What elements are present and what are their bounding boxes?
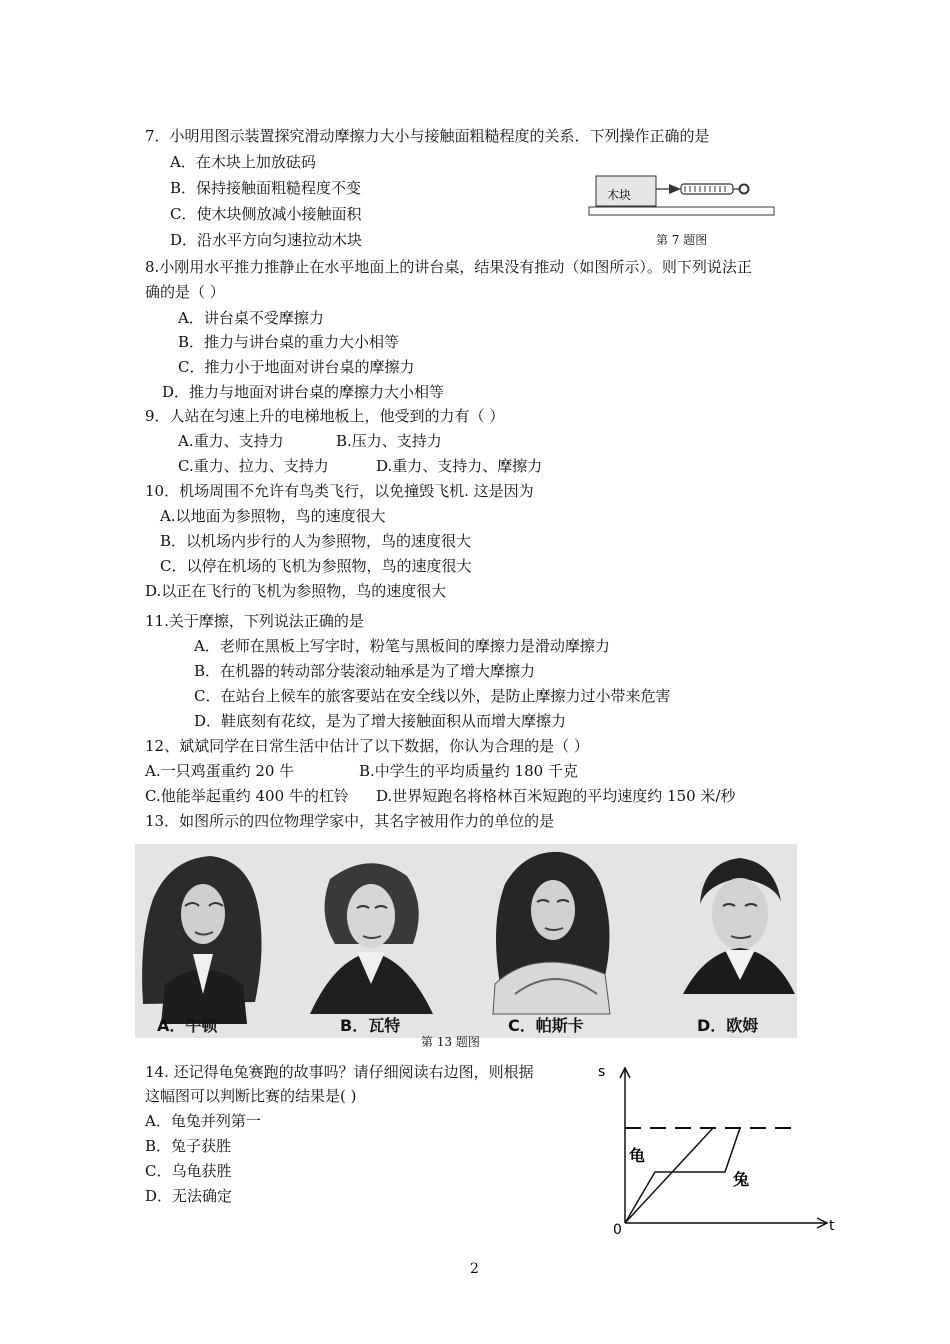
q12-option-a: A.一只鸡蛋重约 20 牛 bbox=[145, 762, 295, 780]
q10-option-b: B．以机场内步行的人为参照物，鸟的速度很大 bbox=[160, 532, 472, 550]
q7-option-a: A．在木块上加放砝码 bbox=[170, 153, 316, 171]
wood-block-label: 木块 bbox=[607, 188, 632, 202]
q12-option-c: C.他能举起重约 400 牛的杠铃 bbox=[145, 787, 349, 805]
q10-option-c: C．以停在机场的飞机为参照物，鸟的速度很大 bbox=[160, 557, 472, 575]
q8-option-d: D．推力与地面对讲台桌的摩擦力大小相等 bbox=[162, 383, 445, 401]
q10-option-d: D.以正在飞行的飞机为参照物，鸟的速度很大 bbox=[145, 582, 447, 600]
q9-option-a: A.重力、支持力 bbox=[178, 432, 284, 450]
q7-apparatus-figure bbox=[585, 168, 780, 220]
q14-option-b: B．兔子获胜 bbox=[145, 1137, 232, 1155]
page-number: 2 bbox=[470, 1261, 479, 1277]
q9-option-d: D.重力、支持力、摩擦力 bbox=[376, 457, 543, 475]
rabbit-line bbox=[625, 1128, 740, 1223]
tortoise-label: 龟 bbox=[629, 1146, 646, 1165]
q14-option-a: A．龟兔并列第一 bbox=[145, 1112, 261, 1130]
origin-label: 0 bbox=[613, 1222, 622, 1238]
s-axis-label: s bbox=[598, 1064, 606, 1080]
q7-option-b: B．保持接触面粗糙程度不变 bbox=[170, 179, 362, 197]
q8-option-c: C．推力小于地面对讲台桌的摩擦力 bbox=[178, 358, 415, 376]
q8-option-a: A．讲台桌不受摩擦力 bbox=[178, 309, 324, 327]
table-surface bbox=[589, 207, 774, 215]
q13-portrait-panel bbox=[135, 844, 797, 1038]
q14-option-d: D．无法确定 bbox=[145, 1187, 233, 1205]
pascal-portrait bbox=[493, 852, 610, 1014]
q8-stem-line2: 确的是（ ） bbox=[145, 283, 225, 301]
q7-stem: 7．小明用图示装置探究滑动摩擦力大小与接触面粗糙程度的关系．下列操作正确的是 bbox=[145, 127, 710, 145]
q10-stem: 10．机场周围不允许有鸟类飞行，以免撞毁飞机. 这是因为 bbox=[145, 482, 534, 500]
q13-label-c: C．帕斯卡 bbox=[508, 1016, 584, 1035]
ohm-portrait bbox=[683, 858, 795, 994]
watt-portrait bbox=[310, 863, 433, 1014]
q11-stem: 11.关于摩擦，下列说法正确的是 bbox=[145, 612, 364, 630]
q14-stem-line1: 14. 还记得龟兔赛跑的故事吗？请仔细阅读右边图，则根据 bbox=[145, 1063, 534, 1081]
q9-option-b: B.压力、支持力 bbox=[336, 432, 442, 450]
q11-option-a: A．老师在黑板上写字时，粉笔与黑板间的摩擦力是滑动摩擦力 bbox=[194, 637, 610, 655]
newton-portrait bbox=[142, 856, 261, 1024]
q14-option-c: C．乌龟获胜 bbox=[145, 1162, 232, 1180]
q11-option-c: C．在站台上候车的旅客要站在安全线以外，是防止摩擦力过小带来危害 bbox=[194, 687, 671, 705]
q9-option-c: C.重力、拉力、支持力 bbox=[178, 457, 329, 475]
q11-option-b: B．在机器的转动部分装滚动轴承是为了增大摩擦力 bbox=[194, 662, 536, 680]
spring-scale-icon bbox=[669, 184, 749, 194]
rabbit-label: 兔 bbox=[733, 1170, 750, 1189]
q13-figure-caption: 第 13 题图 bbox=[421, 1035, 480, 1049]
q13-label-d: D．欧姆 bbox=[697, 1016, 759, 1035]
q12-option-b: B.中学生的平均质量约 180 千克 bbox=[359, 762, 578, 780]
q8-stem-line1: 8.小刚用水平推力推静止在水平地面上的讲台桌，结果没有推动（如图所示）。则下列说法正 bbox=[145, 258, 752, 276]
q10-option-a: A.以地面为参照物，鸟的速度很大 bbox=[160, 507, 386, 525]
scientist-portraits-image bbox=[135, 844, 797, 1038]
q7-option-d: D．沿水平方向匀速拉动木块 bbox=[170, 231, 363, 249]
q14-stem-line2: 这幅图可以判断比赛的结果是( ) bbox=[145, 1087, 357, 1105]
q8-option-b: B．推力与讲台桌的重力大小相等 bbox=[178, 333, 400, 351]
q9-stem: 9．人站在匀速上升的电梯地板上，他受到的力有（ ） bbox=[145, 407, 505, 425]
q13-stem: 13．如图所示的四位物理学家中，其名字被用作力的单位的是 bbox=[145, 812, 555, 830]
q7-figure-caption: 第 7 题图 bbox=[656, 233, 708, 247]
tortoise-line bbox=[625, 1128, 713, 1223]
q14-race-graph bbox=[595, 1058, 845, 1240]
t-axis-label: t bbox=[829, 1218, 835, 1234]
q12-stem: 12、斌斌同学在日常生活中估计了以下数据，你认为合理的是（ ） bbox=[145, 737, 589, 755]
q12-option-d: D.世界短跑名将格林百米短跑的平均速度约 150 米/秒 bbox=[376, 787, 736, 805]
q7-option-c: C．使木块侧放减小接触面积 bbox=[170, 205, 362, 223]
q13-label-b: B．瓦特 bbox=[340, 1016, 401, 1035]
q13-label-a: A．牛顿 bbox=[157, 1016, 218, 1035]
q11-option-d: D．鞋底刻有花纹，是为了增大接触面积从而增大摩擦力 bbox=[194, 712, 567, 730]
